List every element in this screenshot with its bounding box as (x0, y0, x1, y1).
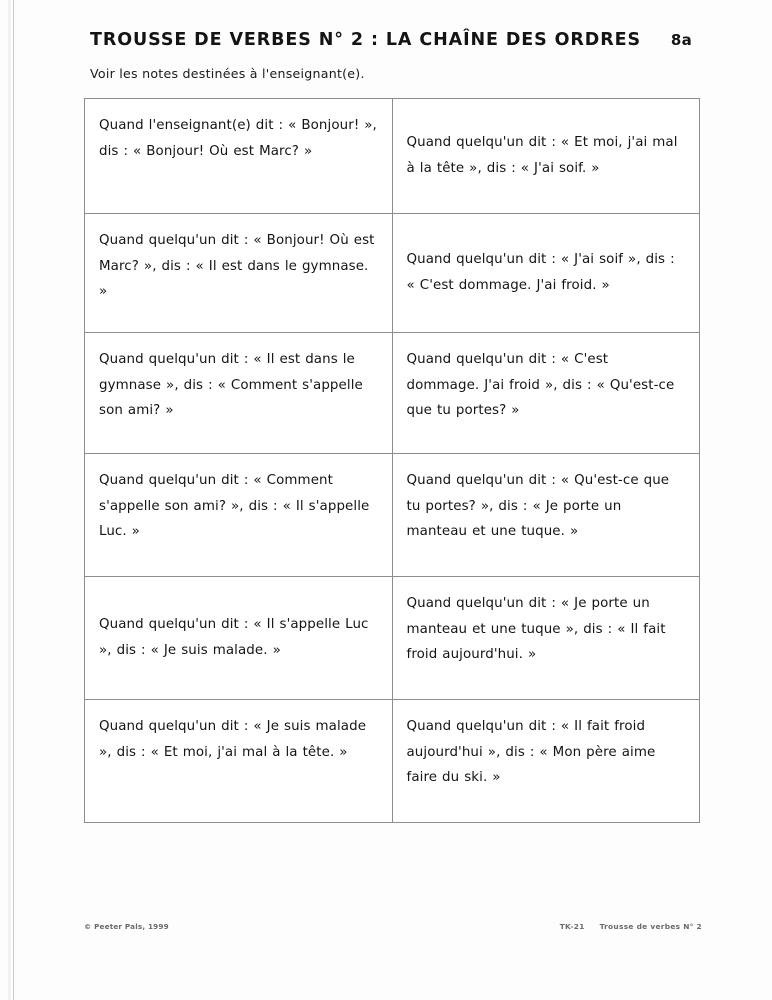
chain-card-text: Quand quelqu'un dit : « Je suis malade », dis : « Et moi, j'ai mal à la tête. » (99, 719, 367, 760)
table-row (85, 577, 700, 700)
chain-card-text: Quand quelqu'un dit : « J'ai soif », dis : « C'est dommage. J'ai froid. » (406, 252, 675, 293)
chain-card-text: Quand l'enseignant(e) dit : « Bonjour! », dis : « Bonjour! Où est Marc? » (99, 118, 377, 159)
chain-card-text: Quand quelqu'un dit : « Il est dans le gymnase », dis : « Comment s'appelle son ami? » (99, 352, 363, 419)
table-row (85, 333, 700, 454)
teacher-notes-instruction: Voir les notes destinées à l'enseignant(e). (90, 66, 365, 81)
chain-card-cell-1-right (392, 99, 700, 214)
chain-card-cell-1-left (85, 99, 393, 214)
worksheet-footer (84, 922, 702, 931)
table-row (85, 214, 700, 333)
table-row (85, 454, 700, 577)
scan-edge-line (13, 0, 14, 1000)
chain-card-cell-2-right (392, 214, 700, 333)
table-row (85, 99, 700, 214)
chain-card-text: Quand quelqu'un dit : « Il s'appelle Luc », dis : « Je suis malade. » (99, 617, 369, 658)
chain-card-text: Quand quelqu'un dit : « Et moi, j'ai mal à la tête », dis : « J'ai soif. » (406, 135, 678, 176)
chain-card-cell-2-left (85, 214, 393, 333)
chain-card-cell-4-right (392, 454, 700, 577)
chain-card-text: Quand quelqu'un dit : « Comment s'appelle son ami? », dis : « Il s'appelle Luc. » (99, 473, 370, 540)
chain-card-cell-3-left (85, 333, 393, 454)
table-row (85, 700, 700, 823)
chain-cards-table (84, 98, 700, 823)
worksheet-content (84, 30, 700, 823)
footer-reference-title: Trousse de verbes N° 2 (599, 922, 702, 931)
footer-reference-code: TK-21 (559, 922, 585, 931)
chain-card-text: Quand quelqu'un dit : « Bonjour! Où est Marc? », dis : « Il est dans le gymnase. » (99, 233, 375, 300)
page-title: TROUSSE DE VERBES N° 2 : LA CHAÎNE DES ORDRES (90, 30, 641, 50)
chain-card-cell-6-left (85, 700, 393, 823)
chain-card-cell-3-right (392, 333, 700, 454)
chain-card-cell-5-left (85, 577, 393, 700)
footer-reference (560, 922, 702, 931)
copyright-notice: © Peeter Pals, 1999 (84, 922, 169, 931)
chain-card-cell-5-right (392, 577, 700, 700)
worksheet-header (84, 30, 700, 50)
chain-card-text: Quand quelqu'un dit : « C'est dommage. J'ai froid », dis : « Qu'est-ce que tu portes? » (406, 352, 675, 419)
chain-card-cell-6-right (392, 700, 700, 823)
page-code-label: 8a (670, 31, 692, 49)
chain-card-text: Quand quelqu'un dit : « Il fait froid aujourd'hui », dis : « Mon père aime faire du ski. » (406, 719, 656, 786)
chain-card-cell-4-left (85, 454, 393, 577)
chain-card-text: Quand quelqu'un dit : « Qu'est-ce que tu portes? », dis : « Je porte un manteau et une tuque. » (406, 473, 670, 540)
chain-card-text: Quand quelqu'un dit : « Je porte un manteau et une tuque », dis : « Il fait froid aujourd'hui. » (406, 596, 666, 663)
scan-edge-shadow (8, 0, 11, 1000)
